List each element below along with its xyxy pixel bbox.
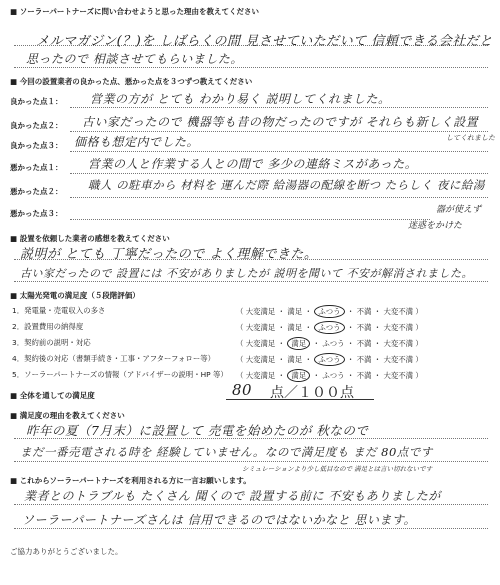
q6-side-note: シミュレーションより少し低目なので 満足とは言い切れないです bbox=[242, 465, 433, 473]
q2-answer-3: 価格も想定内でした。 bbox=[74, 135, 200, 149]
rating-option[interactable]: 大変満足 bbox=[245, 371, 276, 380]
rating-option[interactable]: 大変満足 bbox=[245, 307, 276, 316]
q3-answer-2: 古い家だったので 設置には 不安がありましたが 説明を聞いて 不安が解消されました。 bbox=[20, 267, 473, 280]
rating-option[interactable]: ふつう bbox=[322, 371, 345, 380]
rating-option[interactable]: 満足 bbox=[287, 307, 303, 316]
q5-heading: ■ 全体を通しての満足度 bbox=[10, 391, 95, 400]
q5-suffix: 点／１００点 bbox=[270, 385, 354, 401]
rating-option[interactable]: 不満 bbox=[356, 323, 372, 332]
q2-note-1: してくれました bbox=[446, 134, 495, 142]
q2-answer-4: 営業の人と作業する人との間で 多少の連絡ミスがあった。 bbox=[88, 157, 418, 171]
q4-heading: ■ 太陽光発電の満足度（５段階評価） bbox=[10, 291, 140, 300]
closing-text: ご協力ありがとうございました。 bbox=[10, 547, 123, 556]
rating-option[interactable]: 大変不満 bbox=[383, 323, 414, 332]
rating-option[interactable]: 大変不満 bbox=[383, 371, 414, 380]
rating-option[interactable]: 大変不満 bbox=[383, 339, 414, 348]
rating-options: （ 大変満足 ・ 満足 ・ ふつう ・ 不満 ・ 大変不満 ） bbox=[236, 371, 423, 380]
rating-option[interactable]: 不満 bbox=[356, 371, 372, 380]
rating-item-label: 5．ソーラーパートナーズの情報（アドバイザーの説明・HP 等） bbox=[12, 370, 228, 379]
q5-score: 80 bbox=[232, 381, 253, 399]
rating-options: （ 大変満足 ・ 満足 ・ ふつう ・ 不満 ・ 大変不満 ） bbox=[236, 355, 423, 364]
q1-heading: ■ ソーラーパートナーズに問い合わせようと思った理由を教えてください bbox=[10, 7, 259, 16]
q2-line-3 bbox=[70, 151, 488, 152]
q2-answer-1: 営業の方が とても わかり易く 説明してくれました。 bbox=[90, 92, 391, 106]
rating-option[interactable]: 大変不満 bbox=[383, 355, 414, 364]
rating-options: （ 大変満足 ・ 満足 ・ ふつう ・ 不満 ・ 大変不満 ） bbox=[236, 307, 423, 316]
q6-answer-1: 昨年の夏（7月末）に設置して 売電を始めたのが 秋なので bbox=[26, 423, 369, 438]
q1-answer-1: メルマガジン(？)を しばらくの間 見させていただいて 信頼できる会社だと bbox=[36, 34, 493, 49]
q2-line-1 bbox=[70, 107, 488, 108]
q1-line-2 bbox=[14, 67, 488, 68]
rating-option[interactable]: ふつう bbox=[314, 305, 344, 318]
q2-line-6 bbox=[70, 219, 430, 220]
q2-line-4 bbox=[70, 173, 488, 174]
q2-line-2 bbox=[70, 131, 488, 132]
rating-option[interactable]: 満足 bbox=[287, 355, 303, 364]
q7-line-1 bbox=[14, 504, 488, 505]
q2-label-5: 悪かった点２： bbox=[10, 187, 63, 196]
q2-heading: ■ 今回の設置業者の良かった点、悪かった点を３つずつ教えてください bbox=[10, 77, 253, 86]
rating-option[interactable]: 大変不満 bbox=[383, 307, 414, 316]
rating-options: （ 大変満足 ・ 満足 ・ ふつう ・ 不満 ・ 大変不満 ） bbox=[236, 323, 423, 332]
rating-item-label: 4．契約後の対応（書類手続き・工事・アフターフォロー等） bbox=[12, 354, 215, 363]
q5-underline bbox=[226, 399, 374, 400]
rating-option[interactable]: 不満 bbox=[356, 355, 372, 364]
q2-label-2: 良かった点２： bbox=[10, 121, 63, 130]
rating-option[interactable]: 大変満足 bbox=[245, 323, 276, 332]
rating-option[interactable]: 不満 bbox=[356, 339, 372, 348]
rating-option[interactable]: 不満 bbox=[356, 307, 372, 316]
q7-line-2 bbox=[14, 528, 488, 529]
q6-line-2 bbox=[14, 461, 488, 462]
rating-option[interactable]: 大変満足 bbox=[245, 355, 276, 364]
rating-item-label: 3．契約前の説明・対応 bbox=[12, 338, 91, 347]
q3-heading: ■ 設置を依頼した業者の感想を教えてください bbox=[10, 234, 170, 243]
q2-label-3: 良かった点３： bbox=[10, 141, 63, 150]
q3-line-2 bbox=[14, 281, 488, 282]
rating-option[interactable]: ふつう bbox=[314, 353, 344, 366]
q6-answer-2: まだ一番売電される時を 経験していません。なので満足度も まだ 80点です bbox=[20, 445, 433, 459]
q7-heading: ■ これからソーラーパートナーズを利用される方に一言お願いします。 bbox=[10, 476, 251, 485]
q2-note-2: 器が使えず bbox=[436, 205, 482, 215]
q2-label-6: 悪かった点３： bbox=[10, 209, 63, 218]
q6-heading: ■ 満足度の理由を教えてください bbox=[10, 411, 125, 420]
rating-option[interactable]: ふつう bbox=[322, 339, 345, 348]
rating-option[interactable]: 満足 bbox=[287, 369, 310, 382]
q3-answer-1: 説明が とても 丁寧だったので よく理解できた。 bbox=[20, 247, 318, 262]
q7-answer-1: 業者とのトラブルも たくさん 聞くので 設置する前に 不安もありましたが bbox=[24, 489, 441, 503]
rating-option[interactable]: ふつう bbox=[314, 321, 344, 334]
rating-options: （ 大変満足 ・ 満足 ・ ふつう ・ 不満 ・ 大変不満 ） bbox=[236, 339, 423, 348]
rating-option[interactable]: 満足 bbox=[287, 323, 303, 332]
q2-label-4: 悪かった点１： bbox=[10, 163, 63, 172]
rating-item-label: 1．発電量・売電収入の多さ bbox=[12, 306, 106, 315]
q7-answer-2: ソーラーパートナーズさんは 信用できるのではないかなと 思います。 bbox=[22, 513, 416, 527]
rating-option[interactable]: 満足 bbox=[287, 337, 310, 350]
q2-label-1: 良かった点１： bbox=[10, 97, 63, 106]
q2-answer-2: 古い家だったので 機器等も昔の物だったのですが それらも新しく設置 bbox=[82, 115, 479, 129]
q2-answer-5: 職人 の駐車から 材料を 運んだ際 給湯器の配線を断つ たらしく 夜に給湯 bbox=[88, 178, 485, 192]
rating-option[interactable]: 大変満足 bbox=[245, 339, 276, 348]
q2-line-5 bbox=[70, 197, 488, 198]
q1-answer-2: 思ったので 相談させてもらいました。 bbox=[26, 52, 243, 66]
q2-note-3: 迷惑をかけた bbox=[408, 221, 463, 231]
rating-item-label: 2．設置費用の納得度 bbox=[12, 322, 84, 331]
